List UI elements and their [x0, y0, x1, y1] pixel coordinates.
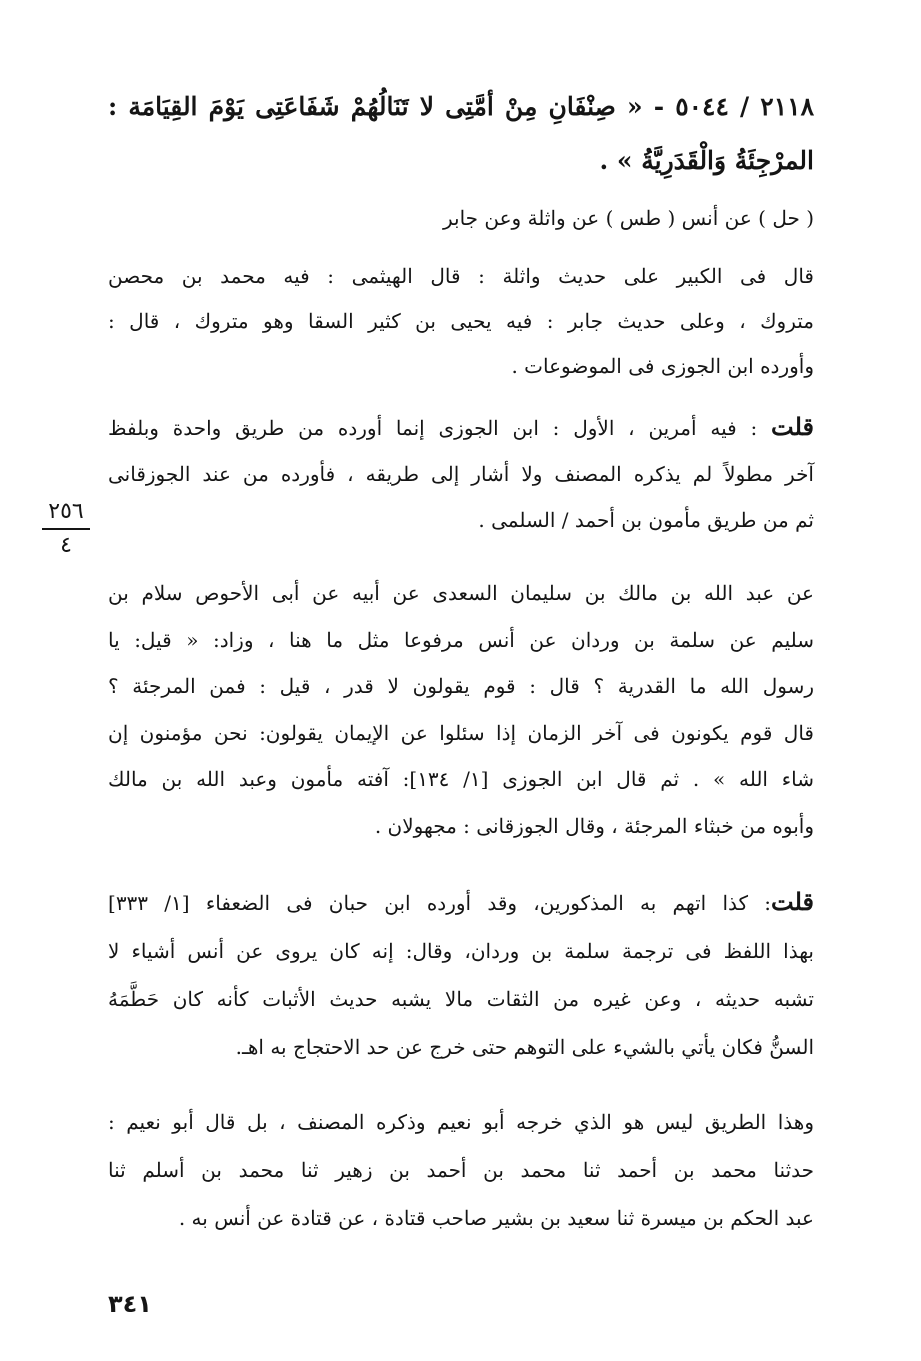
text-line: تشبه حديثه ، وعن غيره من الثقات مالا يشبه حديث الأثبات كأنه كان حَطَّمَهُ	[108, 987, 814, 1011]
hadith-line: ٢١١٨ / ٥٠٤٤ - « صِنْفَانِ مِنْ أمَّتِى لا تَنَالُهُمْ شَفَاعَتِى يَوْمَ القِيَامَة :	[108, 92, 814, 121]
commentary-paragraph-4	[108, 878, 814, 1071]
margin-reference-top: ٢٥٦	[48, 499, 84, 524]
source-line: ( حل ) عن أنس ( طس ) عن واثلة وعن جابر	[442, 206, 814, 230]
text-line: رسول الله ما القدرية ؟ قال : قوم يقولون لا قدر ، قيل : فمن المرجئة ؟	[108, 674, 814, 698]
margin-reference-divider	[42, 528, 90, 530]
text-line: قال قوم يكونون فى آخر الزمان إذا سئلوا عن الإيمان يقولون: نحن مؤمنون إن	[108, 720, 814, 745]
text-line: حدثنا محمد بن أحمد ثنا محمد بن أحمد بن زهير ثنا محمد بن أسلم ثنا	[108, 1158, 815, 1182]
text-line: ثم من طريق مأمون بن أحمد / السلمى .	[478, 508, 814, 532]
text-line: السنُّ فكان يأتي بالشيء على التوهم حتى خرج عن حد الاحتجاج به اهـ.	[235, 1035, 814, 1059]
commentary-paragraph-2	[108, 404, 814, 543]
text-line: وأبوه من خبثاء المرجئة ، وقال الجوزقانى : مجهولان .	[374, 813, 814, 838]
text-line	[108, 878, 814, 927]
qult-lead: قلت	[771, 887, 814, 916]
margin-reference-bottom: ٤	[60, 533, 72, 558]
text-fragment: : فيه أمرين ، الأول : ابن الجوزى إنما أورده من طريق واحدة وبلفظ	[108, 416, 758, 440]
text-line: سليم عن سلمة بن وردان عن أنس مرفوعا مثل ما هنا ، وزاد: « قيل: يا	[108, 627, 814, 652]
commentary-paragraph-1	[108, 254, 814, 389]
text-line: بهذا اللفظ فى ترجمة سلمة بن وردان، وقال: إنه كان يروى عن أنس أشياء لا	[108, 939, 814, 963]
commentary-paragraph-5	[108, 1098, 814, 1242]
commentary-paragraph-3	[108, 570, 814, 849]
text-line	[108, 404, 814, 451]
text-line: عبد الحكم بن ميسرة ثنا سعيد بن بشير صاحب قتادة ، عن قتادة عن أنس به .	[178, 1206, 814, 1230]
hadith-text	[108, 80, 814, 188]
text-line: شاء الله » . ثم قال ابن الجوزى [١/ ١٣٤]: آفته مأمون وعبد الله بن مالك	[108, 767, 815, 791]
text-line: متروك ، وعلى حديث جابر : فيه يحيى بن كثير السقا وهو متروك ، قال :	[108, 309, 814, 333]
text-line: وأورده ابن الجوزى فى الموضوعات .	[511, 354, 814, 378]
margin-reference	[40, 498, 92, 560]
text-fragment: : كذا اتهم به المذكورين، وقد أورده ابن حبان فى الضعفاء [١/ ٣٣٣]	[108, 891, 771, 915]
hadith-line: المرْجِئَةُ وَالْقَدَرِيَّةُ » .	[599, 146, 814, 175]
text-line: قال فى الكبير على حديث واثلة : قال الهيثمى : فيه محمد بن محصن	[108, 264, 814, 288]
page-number: ٣٤١	[108, 1290, 152, 1318]
source-attribution	[108, 198, 814, 238]
qult-lead: قلت	[771, 412, 815, 441]
text-line: وهذا الطريق ليس هو الذي خرجه أبو نعيم وذكره المصنف ، بل قال أبو نعيم :	[108, 1110, 814, 1134]
text-line: آخر مطولاً لم يذكره المصنف ولا أشار إلى طريقه ، فأورده من عند الجوزقانى	[108, 462, 814, 486]
text-line: عن عبد الله بن مالك بن سليمان السعدى عن أبيه عن أبى الأحوص سلام بن	[108, 581, 814, 605]
